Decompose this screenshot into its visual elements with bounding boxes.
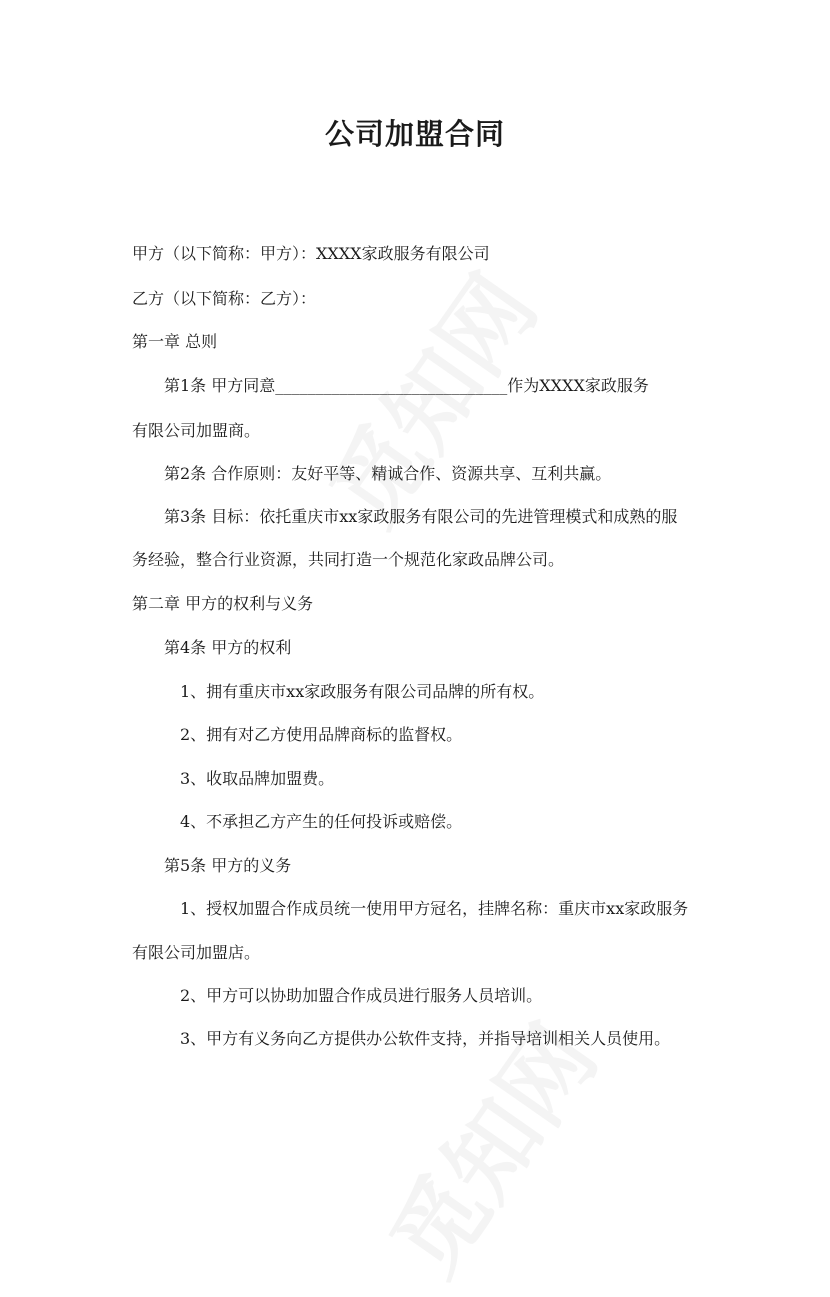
article-5-heading: 第5条 甲方的义务 bbox=[164, 856, 292, 875]
right-item-3: 3、收取品牌加盟费。 bbox=[180, 769, 335, 788]
chapter-1-heading: 第一章 总则 bbox=[132, 332, 218, 351]
obligation-2: 2、甲方可以协助加盟合作成员进行服务人员培训。 bbox=[180, 986, 543, 1005]
obligation-1-line-1: 1、授权加盟合作成员统一使用甲方冠名，挂牌名称：重庆市xx家政服务 bbox=[180, 899, 689, 918]
document-title: 公司加盟合同 bbox=[324, 117, 505, 151]
article-3-line-1: 第3条 目标：依托重庆市xx家政服务有限公司的先进管理模式和成熟的服 bbox=[164, 507, 678, 526]
right-item-1: 1、拥有重庆市xx家政服务有限公司品牌的所有权。 bbox=[180, 682, 545, 701]
right-item-2: 2、拥有对乙方使用品牌商标的监督权。 bbox=[180, 725, 463, 744]
right-item-4: 4、不承担乙方产生的任何投诉或赔偿。 bbox=[180, 812, 463, 831]
article-3-line-2: 务经验，整合行业资源，共同打造一个规范化家政品牌公司。 bbox=[132, 550, 565, 569]
chapter-2-heading: 第二章 甲方的权利与义务 bbox=[132, 594, 314, 613]
obligation-3: 3、甲方有义务向乙方提供办公软件支持，并指导培训相关人员使用。 bbox=[180, 1029, 671, 1048]
obligation-1-line-2: 有限公司加盟店。 bbox=[132, 943, 261, 962]
party-b-line: 乙方（以下简称：乙方）： bbox=[132, 289, 317, 308]
article-1-line-1: 第1条 甲方同意_____________________________作为XXXX家政服务 bbox=[164, 376, 649, 395]
article-2-line: 第2条 合作原则：友好平等、精诚合作、资源共享、互利共赢。 bbox=[164, 464, 612, 483]
article-1-line-2: 有限公司加盟商。 bbox=[132, 421, 261, 440]
party-a-line: 甲方（以下简称：甲方）：XXXX家政服务有限公司 bbox=[132, 244, 490, 263]
article-4-heading: 第4条 甲方的权利 bbox=[164, 638, 292, 657]
